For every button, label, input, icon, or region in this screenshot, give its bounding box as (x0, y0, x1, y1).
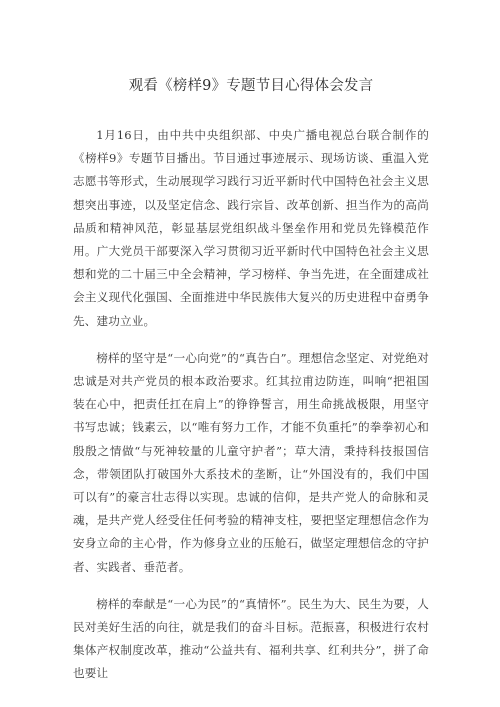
paragraph-loyalty: 榜样的坚守是“一心向党”的“真告白”。理想信念坚定、对党绝对忠诚是对共产党员的根本政治要求。红其拉甫边防连，叫响“把祖国装在心中，把责任扛在肩上”的铮铮誓言，用生命挑战极限，用坚守书写忠诚；钱素云，以“唯有努力工作，才能不负重托”的拳拳初心和殷殷之情做“与死神较量的儿童守护者”；草大清，秉持科技报国信念，带领团队打破国外大系技术的垄断，让“外国没有的，我们中国可以有”的豪言壮志得以实现。忠诚的信仰，是共产党人的命脉和灵魂，是共产党人经受住任何考验的精神支柱，要把坚定理想信念作为安身立命的主心骨，作为修身立业的压舱石，做坚定理想信念的守护者、实践者、垂范者。 (73, 350, 429, 574)
paragraph-intro: 1月16日，由中共中央组织部、中央广播电视总台联合制作的《榜样9》专题节目播出。节目通过事迹展示、现场访谈、重温入党志愿书等形式，生动展现学习践行习近平新时代中国特色社会主义思想突出事迹，以及坚定信念、践行宗旨、改革创新、担当作为的高尚品质和精神风范，彰显基层党组织战斗堡垒作用和党员先锋模范作用。广大党员干部要深入学习贯彻习近平新时代中国特色社会主义思想和党的二十届三中全会精神，学习榜样、争当先进，在全面建成社会主义现代化强国、全面推进中华民族伟大复兴的历史进程中奋勇争先、建功立业。 (73, 128, 429, 328)
document-title: 观看《榜样9》专题节目心得体会发言 (128, 78, 374, 94)
paragraph-dedication: 榜样的奉献是“一心为民”的“真情怀”。民生为大、民生为要，人民对美好生活的向往，就是我们的奋斗目标。范振喜，积极进行农村集体产权制度改革，推动“公益共有、福利共享、红利共分”，拼了命也要让 (73, 596, 429, 681)
